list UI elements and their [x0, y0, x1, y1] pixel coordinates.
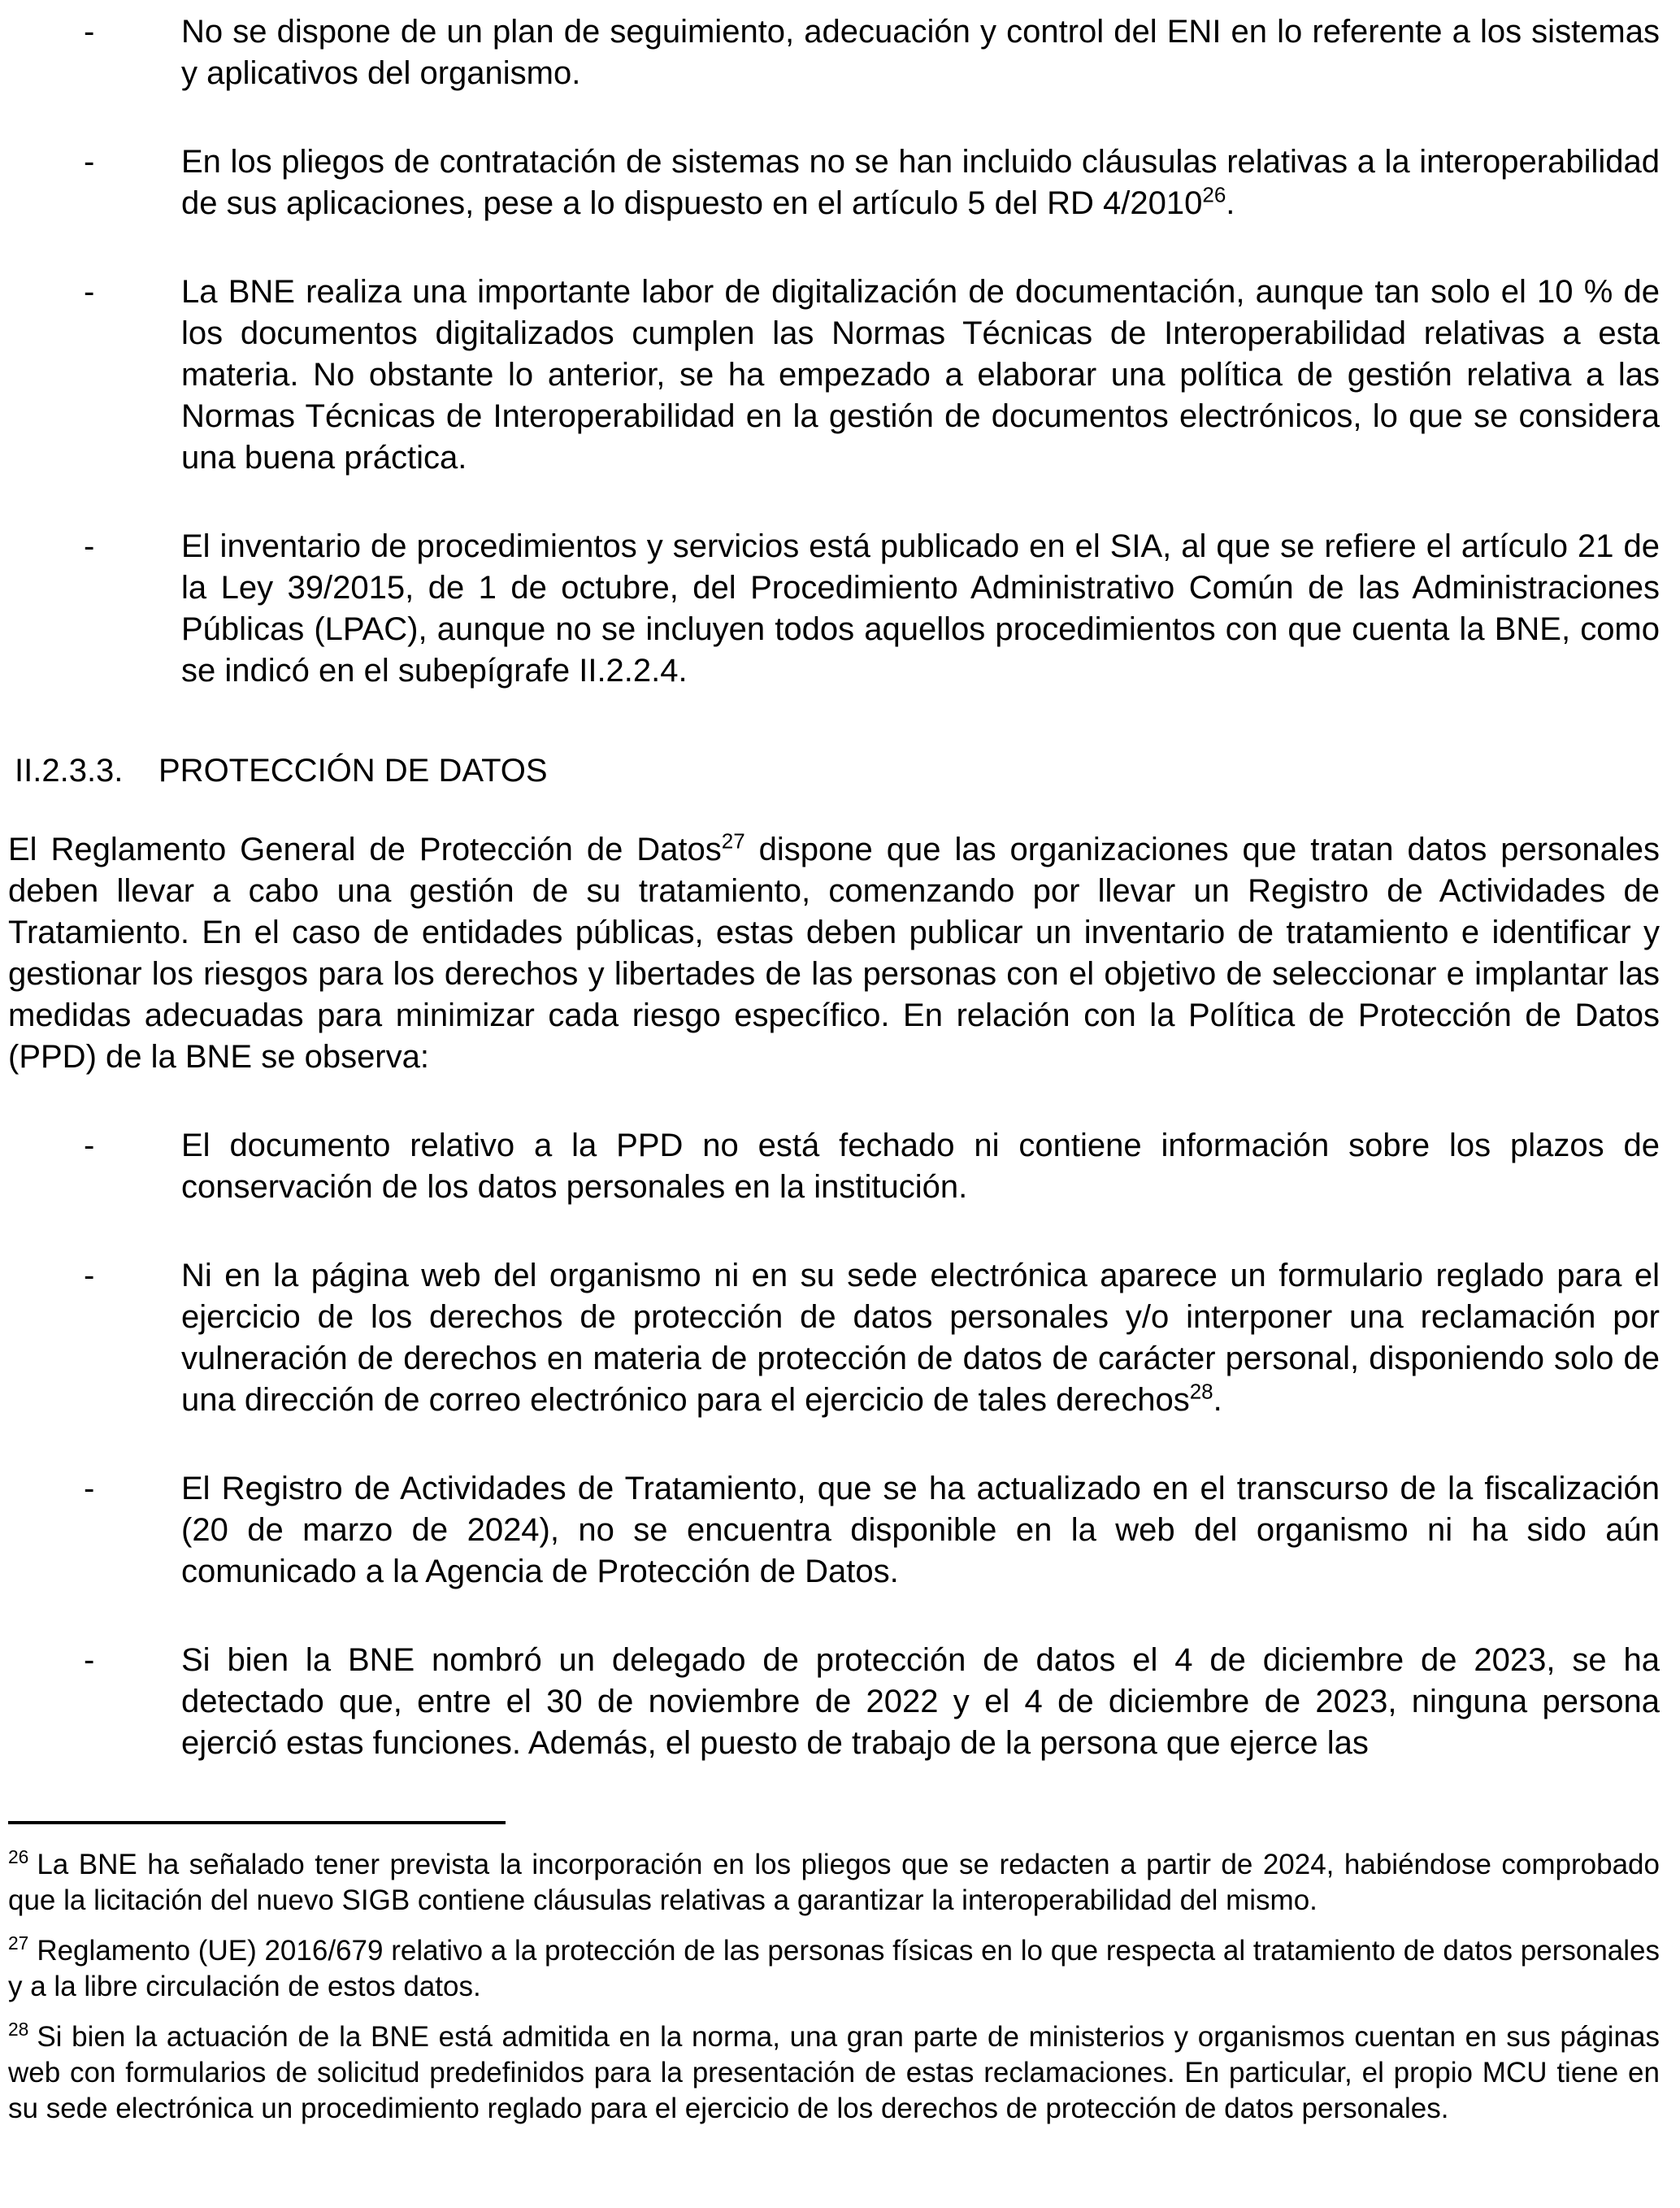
- section-heading-number: II.2.3.3.: [15, 753, 124, 789]
- footnote-text: La BNE ha señalado tener prevista la incorporación en los pliegos que se redacten a partir de 2024, habiéndose comprobado que la licitación del nuevo SIGB contiene cláusulas relativas a garantizar la interoperabilidad del mismo.: [8, 1849, 1660, 1916]
- bullet-marker: -: [84, 528, 95, 564]
- footnote-number: 28: [8, 2019, 29, 2041]
- list-item: [8, 1125, 1660, 1208]
- list-item-text: Si bien la BNE nombró un delegado de protección de datos el 4 de diciembre de 2023, se ha detectado que, entre el 30 de noviembre de 2022 y el 4 de diciembre de 2023, ninguna persona ejerció estas funciones. Además, el puesto de trabajo de la persona que ejerce las: [181, 1642, 1660, 1761]
- list-item: [8, 1255, 1660, 1421]
- list-item-text: .: [1226, 185, 1235, 221]
- list-item: [8, 1640, 1660, 1764]
- footnote-text: Si bien la actuación de la BNE está admitida en la norma, una gran parte de ministerios y organismos cuentan en sus páginas web con formularios de solicitud predefinidos para la presentación de estas reclamaciones. En particular, el propio MCU tiene en su sede electrónica un procedimiento reglado para el ejercicio de los derechos de protección de datos personales.: [8, 2021, 1660, 2124]
- section-heading: [8, 750, 1660, 792]
- intro-paragraph-text: dispone que las organizaciones que tratan datos personales deben llevar a cabo una gestión de su tratamiento, comenzando por llevar un Registro de Actividades de Tratamiento. En el caso de entidades públicas, estas deben publicar un inventario de tratamiento e identificar y gestionar los riesgos para los derechos y libertades de las personas con el objetivo de seleccionar e implantar las medidas adecuadas para minimizar cada riesgo específico. En relación con la Política de Protección de Datos (PPD) de la BNE se observa:: [8, 832, 1660, 1075]
- bullet-marker: -: [84, 1471, 95, 1506]
- intro-paragraph: [8, 829, 1660, 1078]
- intro-paragraph-text: El Reglamento General de Protección de Datos: [8, 832, 722, 867]
- list-item: [8, 141, 1660, 224]
- footnote: [8, 1847, 1660, 1919]
- bullet-marker: -: [84, 1128, 95, 1163]
- list-item-text: El inventario de procedimientos y servicios está publicado en el SIA, al que se refiere el artículo 21 de la Ley 39/2015, de 1 de octubre, del Procedimiento Administrativo Común de las Administraciones Públicas (LPAC), aunque no se incluyen todos aquellos procedimientos con que cuenta la BNE, como se indicó en el subepígrafe II.2.2.4.: [181, 528, 1660, 689]
- bullet-marker: -: [84, 1642, 95, 1678]
- list-item-text: El documento relativo a la PPD no está fechado ni contiene información sobre los plazos de conservación de los datos personales en la institución.: [181, 1128, 1660, 1205]
- list-item: [8, 11, 1660, 94]
- list-item-text: El Registro de Actividades de Tratamiento, que se ha actualizado en el transcurso de la fiscalización (20 de marzo de 2024), no se encuentra disponible en la web del organismo ni ha sido aún comunicado a la Agencia de Protección de Datos.: [181, 1471, 1660, 1589]
- list-item-text: Ni en la página web del organismo ni en su sede electrónica aparece un formulario reglado para el ejercicio de los derechos de protección de datos personales y/o interponer una reclamación por vulneración de derechos en materia de protección de datos de carácter personal, disponiendo solo de una dirección de correo electrónico para el ejercicio de tales derechos: [181, 1258, 1660, 1418]
- footnote-text: Reglamento (UE) 2016/679 relativo a la protección de las personas físicas en lo que respecta al tratamiento de datos personales y a la libre circulación de estos datos.: [8, 1935, 1660, 2002]
- list-item: [8, 526, 1660, 692]
- footnote-number: 26: [8, 1846, 29, 1868]
- bullet-marker: -: [84, 1258, 95, 1293]
- footnote-ref-28: 28: [1189, 1379, 1213, 1404]
- footnote-separator: [8, 1821, 506, 1824]
- section-heading-title: PROTECCIÓN DE DATOS: [158, 753, 548, 789]
- list-item: [8, 1468, 1660, 1593]
- list-item-text: No se dispone de un plan de seguimiento, adecuación y control del ENI en lo referente a los sistemas y aplicativos del organismo.: [181, 14, 1660, 91]
- list-item: [8, 272, 1660, 479]
- footnote-ref-27: 27: [721, 828, 745, 854]
- footnote-ref-26: 26: [1202, 182, 1226, 207]
- footnote: [8, 1933, 1660, 2005]
- bullet-marker: -: [84, 144, 95, 180]
- list-item-text: La BNE realiza una importante labor de digitalización de documentación, aunque tan solo el 10 % de los documentos digitalizados cumplen las Normas Técnicas de Interoperabilidad relativas a esta materia. No obstante lo anterior, se ha empezado a elaborar una política de gestión relativa a las Normas Técnicas de Interoperabilidad en la gestión de documentos electrónicos, lo que se considera una buena práctica.: [181, 274, 1660, 476]
- bullet-marker: -: [84, 274, 95, 310]
- bullet-marker: -: [84, 14, 95, 50]
- list-item-text: .: [1213, 1382, 1222, 1418]
- list-item-text: En los pliegos de contratación de sistemas no se han incluido cláusulas relativas a la interoperabilidad de sus aplicaciones, pese a lo dispuesto en el artículo 5 del RD 4/2010: [181, 144, 1660, 221]
- footnote: [8, 2019, 1660, 2127]
- footnote-number: 27: [8, 1932, 29, 1954]
